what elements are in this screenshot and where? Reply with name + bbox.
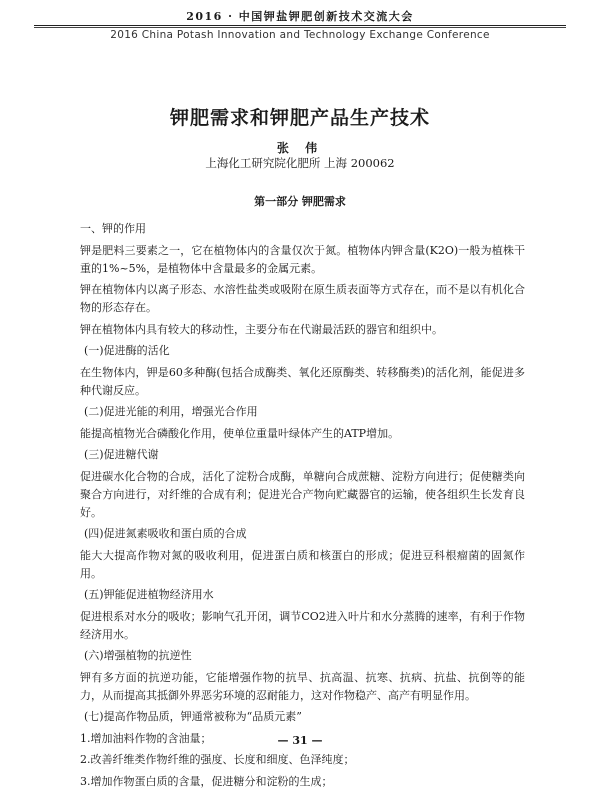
subheading: (一)促进酶的活化 [84,344,170,357]
body-paragraph: 钾是肥料三要素之一，它在植物体内的含量仅次于氮。植物体内钾含量(K2O)一般为植株干重的1%~5%，是植物体中含量最多的金属元素。 [80,243,525,275]
list-item: 2.改善纤维类作物纤维的强度、长度和细度、色泽纯度； [80,753,355,766]
body-paragraph: 促进碳水化合物的合成，活化了淀粉合成酶，单糖向合成蔗糖、淀粉方向进行；促使糖类向聚合方向进行，对纤维的合成有利；促进光合产物向贮藏器官的运输，使各组织生长发育良好。 [80,469,525,519]
article-body [80,220,525,794]
subheading: (五)钾能促进植物经济用水 [84,588,214,601]
page-number: — 31 — [277,734,323,747]
article-title: 钾肥需求和钾肥产品生产技术 [169,107,430,129]
list-item: 1.增加油料作物的含油量； [80,731,212,745]
body-paragraph: 促进根系对水分的吸收；影响气孔开闭，调节CO2进入叶片和水分蒸腾的速率，有利于作物经济用水。 [80,609,525,641]
header-rule-thin [34,27,566,28]
article-author: 张 伟 [276,141,324,155]
author-affiliation: 上海化工研究院化肥所 上海 200062 [205,156,395,170]
body-paragraph: 能提高植物光合磷酸化作用，使单位重量叶绿体产生的ATP增加。 [80,426,400,440]
conference-header-en: 2016 China Potash Innovation and Technology Exchange Conference [110,29,490,41]
section-heading: 第一部分 钾肥需求 [254,195,346,208]
header-rule [34,25,566,26]
body-paragraph: 钾有多方面的抗逆功能，它能增强作物的抗旱、抗高温、抗寒、抗病、抗盐、抗倒等的能力，从而提高其抵御外界恶劣环境的忍耐能力，这对作物稳产、高产有明显作用。 [80,670,525,702]
subheading: (七)提高作物品质，钾通常被称为“品质元素” [84,710,302,723]
subheading: (二)促进光能的利用，增强光合作用 [84,405,258,418]
list-item: 3.增加作物蛋白质的含量，促进糖分和淀粉的生成； [80,774,333,788]
conference-header-cn: 2016 · 中国钾盐钾肥创新技术交流大会 [186,10,414,23]
heading-potassium-role: 一、钾的作用 [80,222,146,235]
subheading: (三)促进糖代谢 [84,448,159,461]
body-paragraph: 钾在植物体内以离子形态、水溶性盐类或吸附在原生质表面等方式存在，而不是以有机化合物的形态存在。 [80,283,525,314]
subheading: (四)促进氮素吸收和蛋白质的合成 [84,527,247,540]
subheading: (六)增强植物的抗逆性 [84,649,192,662]
body-paragraph: 能大大提高作物对氮的吸收利用，促进蛋白质和核蛋白的形成；促进豆科根瘤菌的固氮作用。 [80,548,525,580]
body-paragraph: 在生物体内，钾是60多种酶(包括合成酶类、氧化还原酶类、转移酶类)的活化剂，能促进多种代谢反应。 [80,365,525,397]
body-paragraph: 钾在植物体内具有较大的移动性，主要分布在代谢最活跃的器官和组织中。 [80,322,443,336]
